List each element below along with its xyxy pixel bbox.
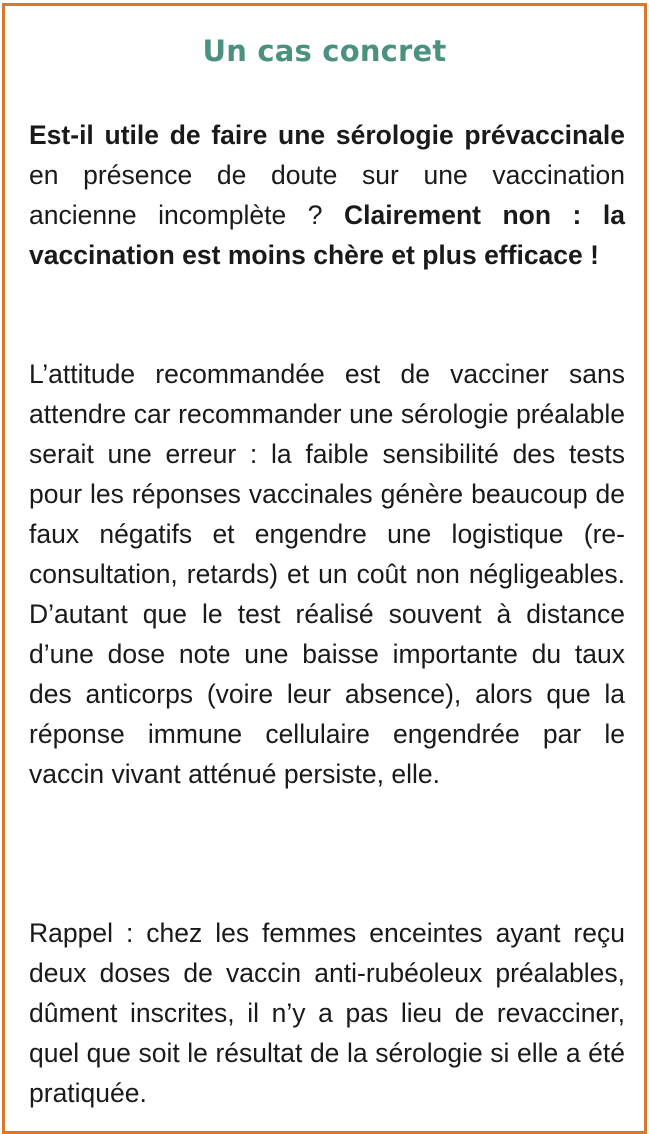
intro-bold-question: Est-il utile de faire une sérologie prévaccinale [29,120,625,150]
intro-bold-answer: Clairement non : la vaccination est moins chère et plus efficace ! [29,200,625,270]
reminder-paragraph: Rappel : chez les femmes enceintes ayant reçu deux doses de vaccin anti-rubéoleux préalables, dûment inscrites, il n’y a pas lieu de revacciner, quel que soit le résultat de la sérologie si elle a été pratiquée. [29,918,625,1108]
body-paragraph: L’attitude recommandée est de vacciner sans attendre car recommander une sérologie préalable serait une erreur : la faible sensibilité des tests pour les réponses vaccinales génère beaucoup de faux négatifs et engendre une logistique (re-consultation, retards) et un coût non négligeables. D’autant que le test réalisé souvent à distance d’une dose note une baisse importante du taux des anticorps (voire leur absence), alors que la réponse immune cellulaire engendrée par le vaccin vivant atténué persiste, elle. [29,359,625,789]
info-box [2,3,647,1134]
box-title: Un cas concret [202,34,447,68]
intro-paragraph [29,115,625,275]
intro-question-rest: en présence de doute sur une vaccination ancienne incomplète ? [29,160,625,230]
